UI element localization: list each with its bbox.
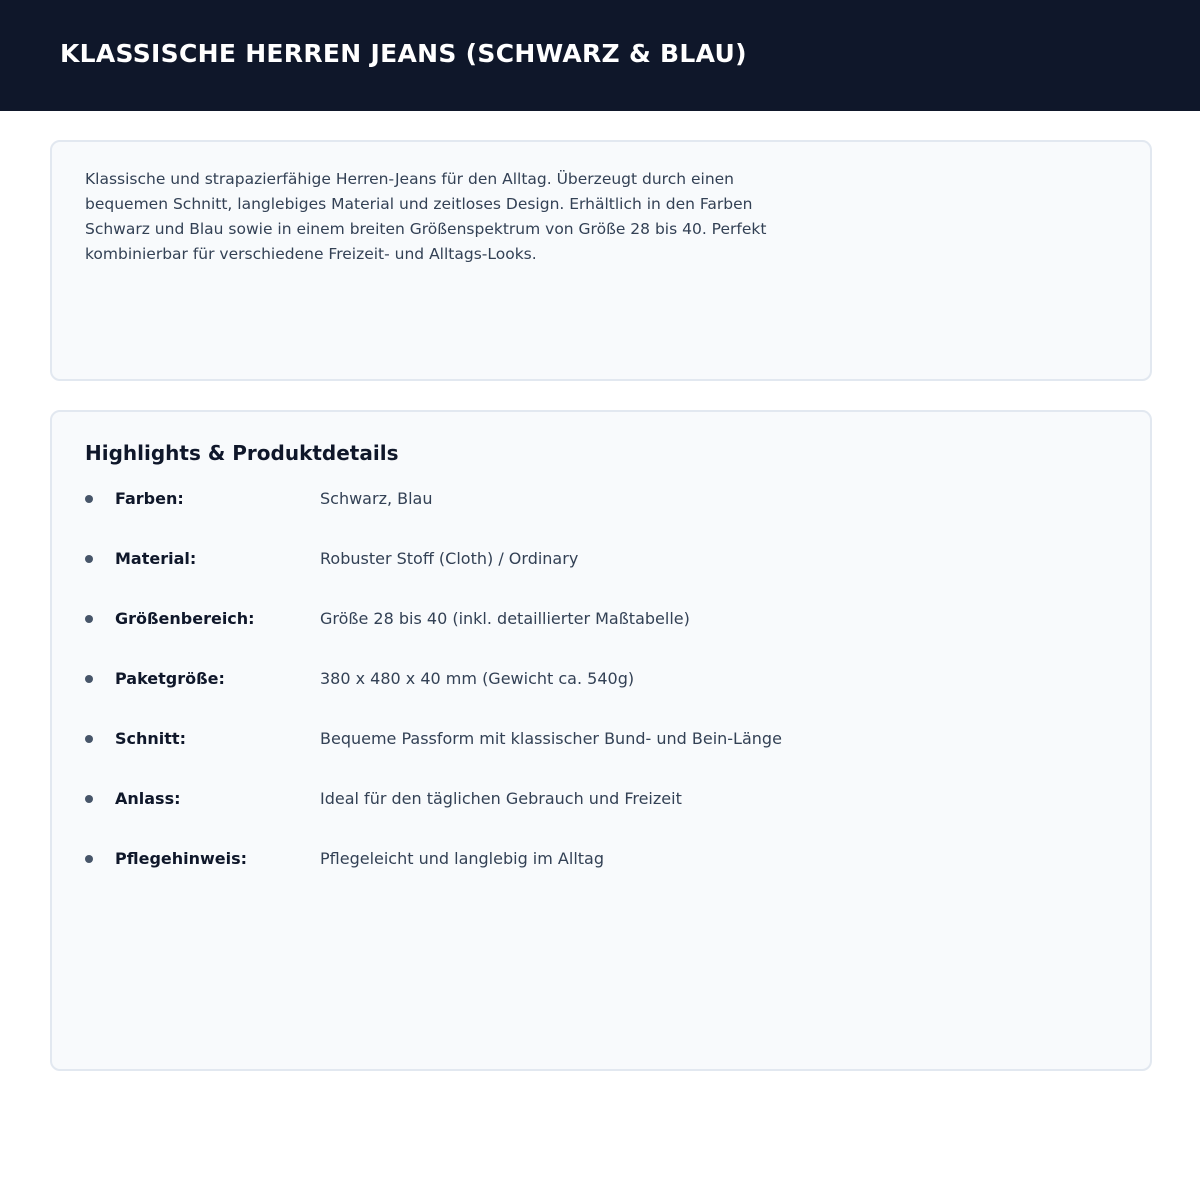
details-list [85, 488, 1085, 908]
detail-value: Pflegeleicht und langlebig im Alltag [320, 849, 604, 868]
detail-value: Robuster Stoff (Cloth) / Ordinary [320, 549, 579, 568]
detail-label: Paketgröße: [115, 669, 225, 688]
bullet-icon [85, 495, 93, 503]
detail-label: Anlass: [115, 789, 181, 808]
detail-item-groessenbereich [85, 608, 1085, 668]
bullet-icon [85, 855, 93, 863]
details-card [50, 410, 1152, 1071]
detail-item-paketgroesse [85, 668, 1085, 728]
bullet-icon [85, 675, 93, 683]
detail-label: Material: [115, 549, 197, 568]
page-header [0, 0, 1200, 111]
detail-item-anlass [85, 788, 1085, 848]
bullet-icon [85, 735, 93, 743]
detail-label: Größenbereich: [115, 609, 255, 628]
description-card [50, 140, 1152, 381]
detail-item-pflegehinweis [85, 848, 1085, 908]
detail-label: Pflegehinweis: [115, 849, 248, 868]
bullet-icon [85, 615, 93, 623]
detail-value: Ideal für den täglichen Gebrauch und Freizeit [320, 789, 682, 808]
detail-value: Schwarz, Blau [320, 489, 433, 508]
detail-item-material [85, 548, 1085, 608]
details-heading: Highlights & Produktdetails [85, 441, 399, 465]
detail-value: Größe 28 bis 40 (inkl. detaillierter Maßtabelle) [320, 609, 690, 628]
page-title: KLASSISCHE HERREN JEANS (SCHWARZ & BLAU) [60, 39, 747, 68]
detail-label: Schnitt: [115, 729, 186, 748]
detail-value: Bequeme Passform mit klassischer Bund- und Bein-Länge [320, 729, 782, 748]
detail-item-farben [85, 488, 1085, 548]
detail-item-schnitt [85, 728, 1085, 788]
bullet-icon [85, 795, 93, 803]
detail-value: 380 x 480 x 40 mm (Gewicht ca. 540g) [320, 669, 635, 688]
bullet-icon [85, 555, 93, 563]
product-description: Klassische und strapazierfähige Herren-Jeans für den Alltag. Überzeugt durch einen bequemen Schnitt, langlebiges Material und zeitloses Design. Erhältlich in den Farben Schwarz und Blau sowie in einem breiten Größenspektrum von Größe 28 bis 40. Perfekt kombinierbar für verschiedene Freizeit- und Alltags-Looks. [85, 170, 767, 263]
detail-label: Farben: [115, 489, 184, 508]
